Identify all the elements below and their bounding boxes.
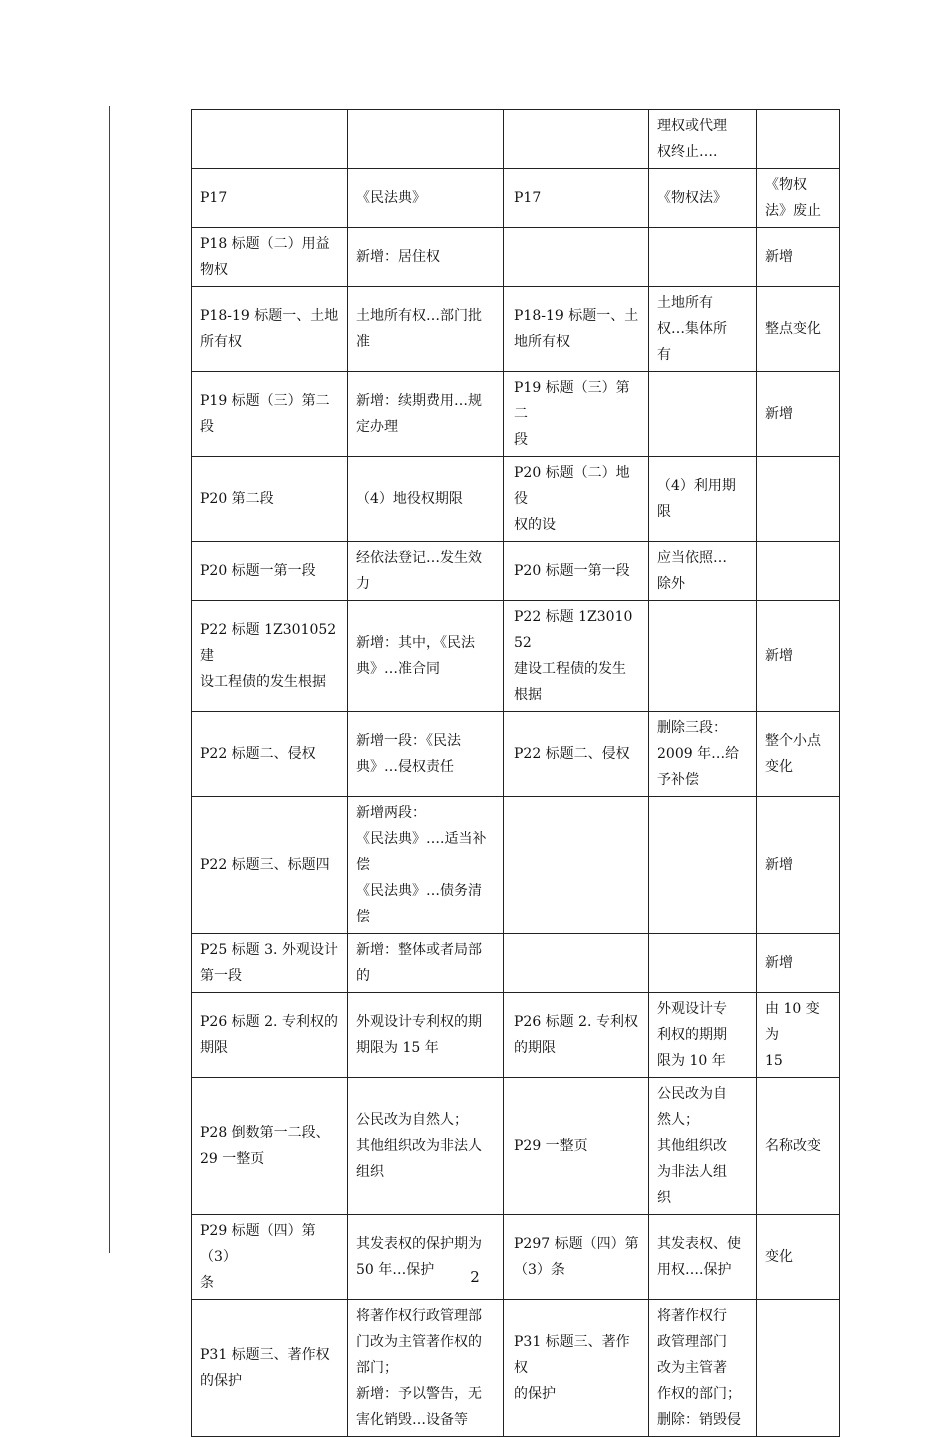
cell-text-line: 2009 年…给 [657, 746, 740, 762]
cell-location-new [192, 228, 348, 287]
cell-text-line: 新增 [765, 857, 793, 873]
cell-remark [757, 601, 840, 712]
cell-location-new [192, 797, 348, 934]
cell-location-new [192, 287, 348, 372]
cell-text-line: P26 标题 2. 专利权的 [200, 1014, 338, 1030]
cell-text-line: 《民法典》…债务清 [356, 883, 482, 899]
cell-content-new [348, 542, 504, 601]
cell-text-line: 将著作权行 [657, 1308, 727, 1324]
cell-text-line: 力 [356, 576, 370, 592]
cell-text-line: 有 [657, 347, 671, 363]
cell-text-line: 权的设 [514, 517, 556, 533]
cell-location-old [504, 601, 649, 712]
table-row [192, 934, 840, 993]
table-row [192, 542, 840, 601]
cell-text-line: 新增一段：《民法 [356, 733, 461, 749]
cell-text-line: P22 标题二、侵权 [200, 746, 316, 762]
cell-remark [757, 542, 840, 601]
cell-text-line: P29 一整页 [514, 1138, 588, 1154]
table-row [192, 797, 840, 934]
cell-text-line: 权…集体所 [657, 321, 727, 337]
page-margin-rule [109, 106, 110, 1253]
table-row [192, 287, 840, 372]
cell-text-line: 应当依照… [657, 550, 727, 566]
cell-text-line: 变化 [765, 1249, 793, 1265]
cell-text-line: P25 标题 3. 外观设计 [200, 942, 338, 958]
cell-content-old [649, 228, 757, 287]
cell-text-line: 限 [657, 504, 671, 520]
cell-content-new [348, 712, 504, 797]
cell-content-new [348, 110, 504, 169]
cell-location-old [504, 287, 649, 372]
cell-content-old [649, 601, 757, 712]
cell-text-line: （3）条 [514, 1262, 565, 1278]
cell-text-line: 新增 [765, 648, 793, 664]
cell-text-line: P18 标题（二）用益 [200, 236, 330, 252]
cell-remark [757, 797, 840, 934]
cell-location-old [504, 542, 649, 601]
cell-text-line: 整点变化 [765, 321, 821, 337]
cell-text-line: 设工程债的发生根据 [200, 674, 326, 690]
cell-text-line: 段 [514, 432, 528, 448]
cell-content-new [348, 1300, 504, 1437]
cell-text-line: 改为主管著 [657, 1360, 727, 1376]
cell-text-line: 限为 10 年 [657, 1053, 726, 1069]
cell-text-line: 织 [657, 1190, 671, 1206]
cell-text-line: 新增：其中，《民法 [356, 635, 475, 651]
cell-text-line: 期限为 15 年 [356, 1040, 439, 1056]
comparison-table [191, 109, 840, 1437]
cell-text-line: 的 [356, 968, 370, 984]
cell-content-old [649, 372, 757, 457]
cell-remark [757, 169, 840, 228]
cell-text-line: P17 [200, 190, 228, 206]
cell-location-new [192, 601, 348, 712]
cell-content-new [348, 1215, 504, 1300]
cell-content-old [649, 542, 757, 601]
cell-text-line: 新增：整体或者局部 [356, 942, 482, 958]
cell-remark [757, 1215, 840, 1300]
cell-text-line: P20 标题（二）地役 [514, 465, 630, 507]
cell-location-old [504, 993, 649, 1078]
cell-text-line: 地所有权 [514, 334, 570, 350]
cell-location-new [192, 169, 348, 228]
cell-content-old [649, 1300, 757, 1437]
cell-text-line: P31 标题三、著作权 [514, 1334, 630, 1376]
cell-text-line: 新增 [765, 249, 793, 265]
cell-location-new [192, 1215, 348, 1300]
cell-text-line: P26 标题 2. 专利权 [514, 1014, 638, 1030]
cell-text-line: 删除：销毁侵 [657, 1412, 741, 1428]
cell-text-line: P22 标题 1Z301052 建 [200, 622, 337, 664]
cell-content-old [649, 993, 757, 1078]
cell-text-line: 公民改为自 [657, 1086, 727, 1102]
cell-text-line: 变化 [765, 759, 793, 775]
cell-text-line: 外观设计专 [657, 1001, 727, 1017]
cell-remark [757, 712, 840, 797]
cell-text-line: 其发表权、使 [657, 1236, 741, 1252]
cell-text-line: 其发表权的保护期为 [356, 1236, 482, 1252]
cell-text-line: 公民改为自然人； [356, 1112, 468, 1128]
cell-location-old [504, 1215, 649, 1300]
cell-content-new [348, 287, 504, 372]
cell-content-new [348, 228, 504, 287]
cell-text-line: 50 年…保护 [356, 1262, 435, 1278]
cell-text-line: P18-19 标题一、土 [514, 308, 639, 324]
cell-text-line: 的保护 [514, 1386, 556, 1402]
cell-text-line: 新增两段： [356, 805, 426, 821]
cell-remark [757, 228, 840, 287]
cell-content-new [348, 169, 504, 228]
cell-location-old [504, 797, 649, 934]
cell-text-line: 经依法登记…发生效 [356, 550, 482, 566]
cell-text-line: P22 标题 1Z301052 [514, 609, 633, 651]
cell-text-line: P19 标题（三）第二 [514, 380, 630, 422]
cell-text-line: 第一段 [200, 968, 242, 984]
cell-content-old [649, 712, 757, 797]
cell-text-line: 15 [765, 1053, 783, 1069]
cell-text-line: 整个小点 [765, 733, 821, 749]
cell-location-old [504, 712, 649, 797]
cell-text-line: P22 标题三、标题四 [200, 857, 330, 873]
cell-text-line: P22 标题二、侵权 [514, 746, 630, 762]
table-row [192, 457, 840, 542]
cell-location-new [192, 934, 348, 993]
cell-remark [757, 287, 840, 372]
cell-remark [757, 1078, 840, 1215]
cell-text-line: 作权的部门； [657, 1386, 741, 1402]
cell-text-line: 组织 [356, 1164, 384, 1180]
cell-text-line: P19 标题（三）第二 [200, 393, 330, 409]
cell-text-line: 利权的期期 [657, 1027, 727, 1043]
cell-location-new [192, 457, 348, 542]
cell-location-old [504, 228, 649, 287]
cell-text-line: P17 [514, 190, 542, 206]
cell-text-line: （4）地役权期限 [356, 491, 463, 507]
cell-text-line: P20 第二段 [200, 491, 274, 507]
cell-remark [757, 110, 840, 169]
cell-text-line: 典》…准合同 [356, 661, 440, 677]
cell-text-line: 用权….保护 [657, 1262, 732, 1278]
table-body [192, 110, 840, 1437]
cell-text-line: 为非法人组 [657, 1164, 727, 1180]
cell-content-old [649, 287, 757, 372]
cell-text-line: 其他组织改为非法人 [356, 1138, 482, 1154]
cell-text-line: 删除三段： [657, 720, 727, 736]
table-row [192, 1078, 840, 1215]
cell-text-line: 的期限 [514, 1040, 556, 1056]
table-row [192, 1300, 840, 1437]
cell-text-line: 段 [200, 419, 214, 435]
cell-text-line: 门改为主管著作权的 [356, 1334, 482, 1350]
cell-content-old [649, 110, 757, 169]
cell-location-old [504, 934, 649, 993]
cell-content-old [649, 1215, 757, 1300]
cell-text-line: 法》废止 [765, 203, 821, 219]
cell-location-new [192, 542, 348, 601]
table-row [192, 110, 840, 169]
cell-text-line: 新增：续期费用…规 [356, 393, 482, 409]
cell-location-new [192, 1300, 348, 1437]
cell-text-line: 由 10 变为 [765, 1001, 820, 1043]
cell-text-line: （4）利用期 [657, 478, 736, 494]
cell-text-line: P20 标题一第一段 [200, 563, 316, 579]
cell-text-line: P18-19 标题一、土地 [200, 308, 339, 324]
cell-text-line: 《民法典》….适当补 [356, 831, 487, 847]
cell-text-line: 新增 [765, 406, 793, 422]
cell-content-new [348, 797, 504, 934]
cell-text-line: 土地所有权…部门批 [356, 308, 482, 324]
cell-content-new [348, 993, 504, 1078]
cell-content-new [348, 934, 504, 993]
cell-text-line: 的保护 [200, 1373, 242, 1389]
cell-text-line: 偿 [356, 857, 370, 873]
cell-location-old [504, 457, 649, 542]
cell-location-old [504, 110, 649, 169]
cell-location-new [192, 372, 348, 457]
cell-location-old [504, 1300, 649, 1437]
cell-text-line: 定办理 [356, 419, 398, 435]
cell-content-new [348, 372, 504, 457]
cell-text-line: 除外 [657, 576, 685, 592]
cell-location-new [192, 712, 348, 797]
table-row [192, 372, 840, 457]
table-row [192, 228, 840, 287]
cell-location-new [192, 993, 348, 1078]
cell-content-new [348, 457, 504, 542]
cell-text-line: 条 [200, 1275, 214, 1291]
cell-content-old [649, 1078, 757, 1215]
cell-text-line: 所有权 [200, 334, 242, 350]
cell-text-line: 新增 [765, 955, 793, 971]
cell-text-line: 典》…侵权责任 [356, 759, 454, 775]
cell-content-old [649, 934, 757, 993]
table-row [192, 712, 840, 797]
cell-content-new [348, 1078, 504, 1215]
cell-remark [757, 993, 840, 1078]
cell-text-line: 理权或代理 [657, 118, 727, 134]
cell-content-old [649, 797, 757, 934]
cell-remark [757, 372, 840, 457]
cell-text-line: 政管理部门 [657, 1334, 727, 1350]
cell-text-line: 建设工程债的发生 [514, 661, 626, 677]
cell-content-old [649, 457, 757, 542]
cell-text-line: 土地所有 [657, 295, 713, 311]
cell-location-new [192, 110, 348, 169]
cell-text-line: 名称改变 [765, 1138, 821, 1154]
cell-text-line: P28 倒数第一二段、 [200, 1125, 330, 1141]
cell-text-line: 权终止…. [657, 144, 718, 160]
cell-text-line: 准 [356, 334, 370, 350]
cell-text-line: 将著作权行政管理部 [356, 1308, 482, 1324]
cell-location-old [504, 372, 649, 457]
cell-text-line: 然人； [657, 1112, 699, 1128]
cell-text-line: 部门； [356, 1360, 398, 1376]
cell-text-line: 予补偿 [657, 772, 699, 788]
cell-text-line: P297 标题（四）第 [514, 1236, 639, 1252]
table-row [192, 601, 840, 712]
cell-content-new [348, 601, 504, 712]
cell-text-line: 《物权 [765, 177, 807, 193]
cell-text-line: 外观设计专利权的期 [356, 1014, 482, 1030]
cell-text-line: 期限 [200, 1040, 228, 1056]
cell-location-old [504, 169, 649, 228]
table-row [192, 169, 840, 228]
page-number: 2 [470, 1268, 480, 1286]
cell-location-old [504, 1078, 649, 1215]
cell-text-line: P20 标题一第一段 [514, 563, 630, 579]
cell-remark [757, 457, 840, 542]
cell-text-line: 《民法典》 [356, 190, 426, 206]
cell-location-new [192, 1078, 348, 1215]
cell-remark [757, 1300, 840, 1437]
cell-text-line: 29 一整页 [200, 1151, 265, 1167]
table-row [192, 1215, 840, 1300]
cell-text-line: 其他组织改 [657, 1138, 727, 1154]
cell-text-line: P31 标题三、著作权 [200, 1347, 330, 1363]
cell-text-line: 新增：居住权 [356, 249, 440, 265]
cell-text-line: 新增：予以警告，无 [356, 1386, 482, 1402]
cell-text-line: 害化销毁…设备等 [356, 1412, 468, 1428]
cell-text-line: 《物权法》 [657, 190, 727, 206]
cell-text-line: 根据 [514, 687, 542, 703]
cell-text-line: P29 标题（四）第（3） [200, 1223, 316, 1265]
table-row [192, 993, 840, 1078]
cell-text-line: 物权 [200, 262, 228, 278]
cell-text-line: 偿 [356, 909, 370, 925]
cell-remark [757, 934, 840, 993]
cell-content-old [649, 169, 757, 228]
